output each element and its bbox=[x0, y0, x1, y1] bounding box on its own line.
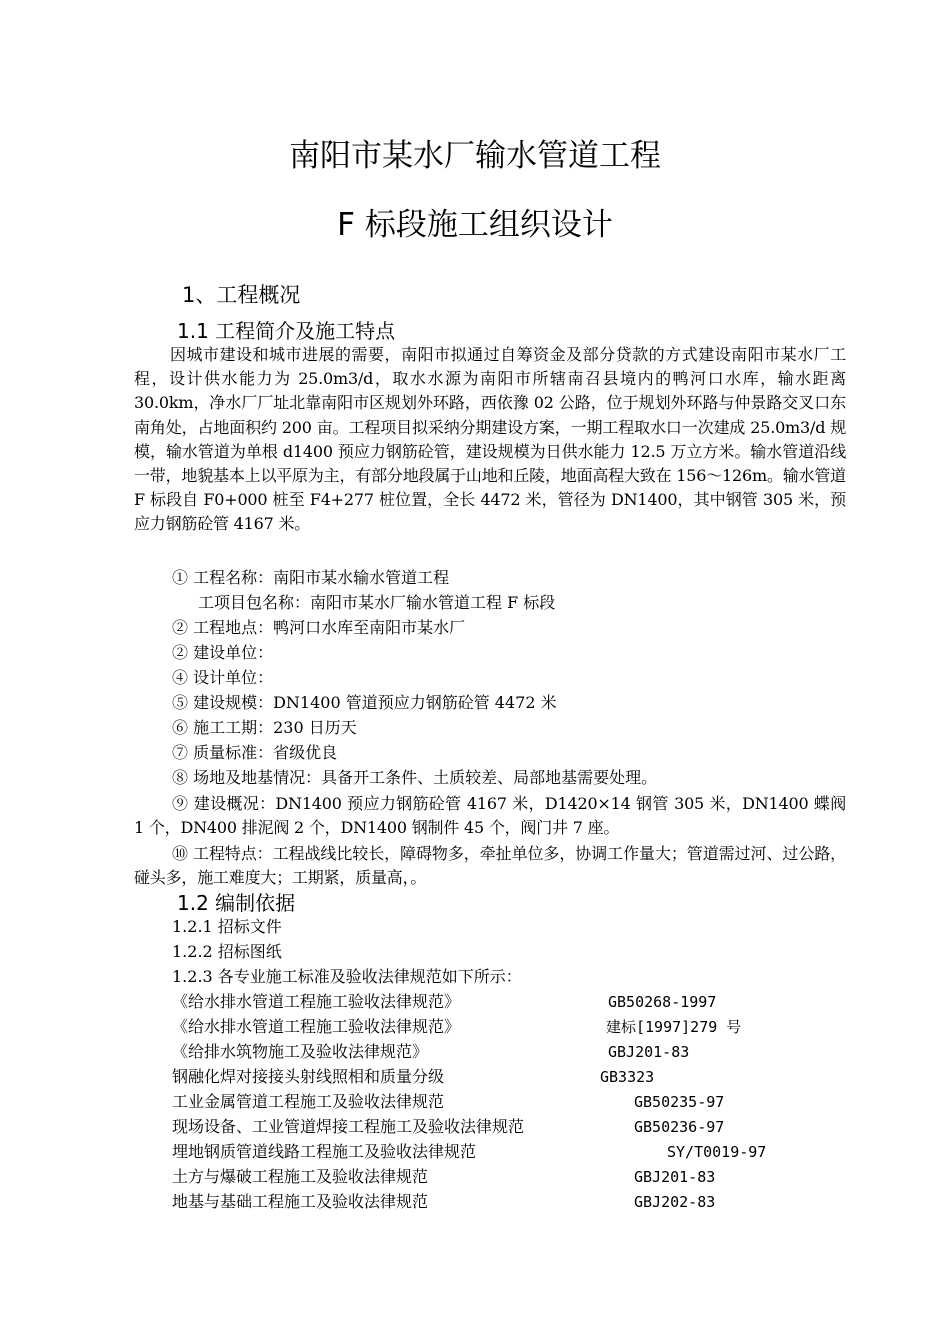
list-item-project-name: ① 工程名称：南阳市某水输水管道工程 bbox=[172, 568, 450, 587]
reference-code: GB50236-97 bbox=[634, 1118, 725, 1136]
basis-item-tender-docs: 1.2.1 招标文件 bbox=[172, 917, 282, 936]
list-item-duration: ⑥ 施工工期：230 日历天 bbox=[172, 718, 357, 737]
reference-name: 现场设备、工业管道焊接工程施工及验收法律规范 bbox=[172, 1117, 525, 1136]
section-heading: 1、工程概况 bbox=[182, 283, 301, 307]
reference-name: 钢融化焊对接接头射线照相和质量分级 bbox=[172, 1067, 445, 1086]
reference-name: 《给水排水管道工程施工验收法律规范》 bbox=[172, 992, 461, 1011]
reference-code: GB50235-97 bbox=[634, 1093, 725, 1111]
reference-name: 土方与爆破工程施工及验收法律规范 bbox=[172, 1167, 429, 1186]
reference-code: GBJ202-83 bbox=[634, 1193, 716, 1211]
list-item-package-name: 工项目包名称：南阳市某水厂输水管道工程 F 标段 bbox=[198, 593, 556, 612]
reference-code: GB3323 bbox=[600, 1068, 655, 1086]
basis-item-standards: 1.2.3 各专业施工标准及验收法律规范如下所示： bbox=[172, 967, 522, 986]
list-item-site: ⑧ 场地及地基情况：具备开工条件、土质较差、局部地基需要处理。 bbox=[172, 768, 658, 787]
reference-code: GBJ201-83 bbox=[608, 1043, 690, 1061]
list-item-location: ② 工程地点：鸭河口水库至南阳市某水厂 bbox=[172, 618, 466, 637]
reference-name: 地基与基础工程施工及验收法律规范 bbox=[172, 1192, 429, 1211]
document-title: 南阳市某水厂输水管道工程 bbox=[289, 138, 661, 174]
reference-name: 工业金属管道工程施工及验收法律规范 bbox=[172, 1092, 445, 1111]
list-item-scale: ⑤ 建设规模：DN1400 管道预应力钢筋砼管 4472 米 bbox=[172, 693, 557, 712]
list-item-overview: ⑨ 建设概况：DN1400 预应力钢筋砼管 4167 米，D1420×14 钢管 305 米，DN1400 蝶阀 1 个，DN400 排泥阀 2 个，DN1400 钢制件 45 个，阀门井 7 座。 bbox=[134, 794, 846, 838]
reference-name: 《给水排水管道工程施工验收法律规范》 bbox=[172, 1017, 461, 1036]
list-item-designer: ④ 设计单位： bbox=[172, 668, 274, 687]
subsection-heading-1-2: 1.2 编制依据 bbox=[177, 891, 296, 915]
basis-item-tender-drawings: 1.2.2 招标图纸 bbox=[172, 942, 282, 961]
reference-code: 建标[1997]279 号 bbox=[606, 1018, 742, 1036]
document-subtitle: F 标段施工组织设计 bbox=[337, 207, 613, 243]
reference-code: SY/T0019-97 bbox=[667, 1143, 767, 1161]
list-item-features: ⑩ 工程特点：工程战线比较长，障碍物多，牵扯单位多，协调工作量大；管道需过河、过公路，碰头多，施工难度大；工期紧，质量高，。 bbox=[134, 844, 846, 888]
overview-paragraph: 因城市建设和城市进展的需要，南阳市拟通过自筹资金及部分贷款的方式建设南阳市某水厂工程，设计供水能力为 25.0m3/d，取水水源为南阳市所辖南召县境内的鸭河口水库，输水距离 30.0km，净水厂厂址北靠南阳市区规划外环路，西依豫 02 公路，位于规划外环路与仲景路交叉口东南角处，占地面积约 200 亩。工程项目拟采纳分期建设方案，一期工程取水口一次建成 25.0m3/d 规模，输水管道为单根 d1400 预应力钢筋砼管，建设规模为日供水能力 12.5 万立方米。输水管道沿线一带，地貌基本上以平原为主，有部分地段属于山地和丘陵，地面高程大致在 156～126m。输水管道 F 标段自 F0+000 桩至 F4+277 桩位置，全长 4472 米，管径为 DN1400，其中钢管 305 米，预应力钢筋砼管 4167 米。 bbox=[134, 345, 846, 534]
reference-name: 埋地钢质管道线路工程施工及验收法律规范 bbox=[172, 1142, 477, 1161]
reference-code: GB50268-1997 bbox=[608, 993, 717, 1011]
reference-name: 《给排水筑物施工及验收法律规范》 bbox=[172, 1042, 429, 1061]
reference-code: GBJ201-83 bbox=[634, 1168, 716, 1186]
list-item-quality: ⑦ 质量标准：省级优良 bbox=[172, 743, 338, 762]
subsection-heading-1-1: 1.1 工程简介及施工特点 bbox=[177, 319, 396, 343]
list-item-owner: ② 建设单位： bbox=[172, 643, 274, 662]
